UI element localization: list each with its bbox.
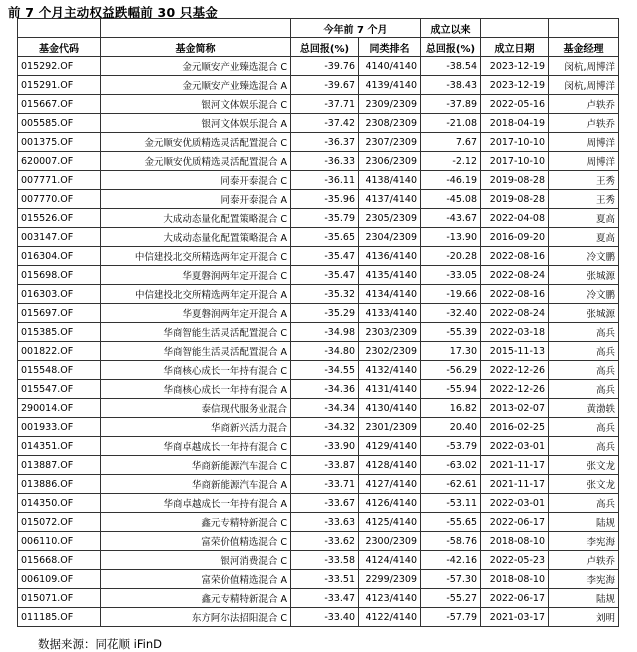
rank-cell: 4140/4140 — [359, 57, 421, 76]
rank-cell: 2306/2309 — [359, 152, 421, 171]
header-name: 基金简称 — [101, 38, 291, 57]
fund-code-cell: 016303.OF — [18, 285, 101, 304]
table-row — [18, 570, 619, 589]
fund-code-cell: 015072.OF — [18, 513, 101, 532]
manager-cell: 张城源 — [549, 304, 619, 323]
manager-cell: 冷文鹏 — [549, 247, 619, 266]
since-return-cell: -63.02 — [421, 456, 481, 475]
header-group-since: 成立以来 — [421, 19, 481, 38]
inception-date-cell: 2013-02-07 — [481, 399, 549, 418]
table-row — [18, 95, 619, 114]
since-return-cell: -46.19 — [421, 171, 481, 190]
manager-cell: 卢轶乔 — [549, 114, 619, 133]
fund-code-cell: 013887.OF — [18, 456, 101, 475]
rank-cell: 4122/4140 — [359, 608, 421, 627]
table-row — [18, 228, 619, 247]
ytd-return-cell: -34.80 — [291, 342, 359, 361]
since-return-cell: -57.79 — [421, 608, 481, 627]
inception-date-cell: 2022-05-16 — [481, 95, 549, 114]
manager-cell: 周博洋 — [549, 133, 619, 152]
rank-cell: 2303/2309 — [359, 323, 421, 342]
rank-cell: 4128/4140 — [359, 456, 421, 475]
fund-name-cell: 华商核心成长一年持有混合 A — [101, 380, 291, 399]
fund-name-cell: 金元顺安优质精选灵活配置混合 A — [101, 152, 291, 171]
manager-cell: 张文龙 — [549, 456, 619, 475]
fund-name-cell: 金元顺安优质精选灵活配置混合 C — [101, 133, 291, 152]
ytd-return-cell: -33.47 — [291, 589, 359, 608]
inception-date-cell: 2022-06-17 — [481, 513, 549, 532]
ytd-return-cell: -33.67 — [291, 494, 359, 513]
manager-cell: 李宪海 — [549, 532, 619, 551]
table-row — [18, 266, 619, 285]
header-inception: 成立日期 — [481, 38, 549, 57]
header-empty-code — [18, 19, 101, 38]
inception-date-cell: 2022-06-17 — [481, 589, 549, 608]
table-row — [18, 361, 619, 380]
table-row — [18, 589, 619, 608]
inception-date-cell: 2022-12-26 — [481, 361, 549, 380]
table-row — [18, 57, 619, 76]
fund-name-cell: 华商卓越成长一年持有混合 C — [101, 437, 291, 456]
since-return-cell: 17.30 — [421, 342, 481, 361]
fund-code-cell: 015698.OF — [18, 266, 101, 285]
since-return-cell: -32.40 — [421, 304, 481, 323]
fund-name-cell: 大成动态量化配置策略混合 C — [101, 209, 291, 228]
since-return-cell: -20.28 — [421, 247, 481, 266]
fund-name-cell: 华商新能源汽车混合 C — [101, 456, 291, 475]
rank-cell: 4130/4140 — [359, 399, 421, 418]
since-return-cell: -56.29 — [421, 361, 481, 380]
table-row — [18, 399, 619, 418]
ytd-return-cell: -35.47 — [291, 266, 359, 285]
manager-cell: 高兵 — [549, 361, 619, 380]
table-row — [18, 190, 619, 209]
manager-cell: 王秀 — [549, 171, 619, 190]
table-row — [18, 437, 619, 456]
rank-cell: 4129/4140 — [359, 437, 421, 456]
header-empty-name — [101, 19, 291, 38]
ytd-return-cell: -37.42 — [291, 114, 359, 133]
inception-date-cell: 2021-03-17 — [481, 608, 549, 627]
fund-code-cell: 001375.OF — [18, 133, 101, 152]
rank-cell: 2300/2309 — [359, 532, 421, 551]
manager-cell: 夏高 — [549, 209, 619, 228]
since-return-cell: -42.16 — [421, 551, 481, 570]
table-row — [18, 323, 619, 342]
table-row — [18, 380, 619, 399]
ytd-return-cell: -34.32 — [291, 418, 359, 437]
ytd-return-cell: -39.67 — [291, 76, 359, 95]
since-return-cell: 7.67 — [421, 133, 481, 152]
fund-name-cell: 中信建投北交所精选两年定开混合 A — [101, 285, 291, 304]
fund-code-cell: 003147.OF — [18, 228, 101, 247]
since-return-cell: -57.30 — [421, 570, 481, 589]
ytd-return-cell: -36.33 — [291, 152, 359, 171]
header-ytd-return: 总回报(%) — [291, 38, 359, 57]
fund-name-cell: 东方阿尔法招阳混合 C — [101, 608, 291, 627]
ytd-return-cell: -37.71 — [291, 95, 359, 114]
fund-name-cell: 华商智能生活灵活配置混合 A — [101, 342, 291, 361]
since-return-cell: -37.89 — [421, 95, 481, 114]
manager-cell: 高兵 — [549, 437, 619, 456]
ytd-return-cell: -33.62 — [291, 532, 359, 551]
rank-cell: 4123/4140 — [359, 589, 421, 608]
ytd-return-cell: -33.87 — [291, 456, 359, 475]
rank-cell: 4131/4140 — [359, 380, 421, 399]
header-empty-date — [481, 19, 549, 38]
manager-cell: 李宪海 — [549, 570, 619, 589]
inception-date-cell: 2018-08-10 — [481, 570, 549, 589]
ytd-return-cell: -34.34 — [291, 399, 359, 418]
since-return-cell: -13.90 — [421, 228, 481, 247]
manager-cell: 高兵 — [549, 418, 619, 437]
header-row — [18, 38, 619, 57]
manager-cell: 周博洋 — [549, 152, 619, 171]
rank-cell: 2308/2309 — [359, 114, 421, 133]
rank-cell: 4137/4140 — [359, 190, 421, 209]
table-row — [18, 475, 619, 494]
fund-code-cell: 014351.OF — [18, 437, 101, 456]
inception-date-cell: 2016-09-20 — [481, 228, 549, 247]
fund-name-cell: 富荣价值精选混合 A — [101, 570, 291, 589]
since-return-cell: -45.08 — [421, 190, 481, 209]
manager-cell: 王秀 — [549, 190, 619, 209]
fund-code-cell: 290014.OF — [18, 399, 101, 418]
manager-cell: 闵杭,周博洋 — [549, 57, 619, 76]
rank-cell: 4132/4140 — [359, 361, 421, 380]
fund-code-cell: 015547.OF — [18, 380, 101, 399]
inception-date-cell: 2019-08-28 — [481, 190, 549, 209]
fund-name-cell: 华商核心成长一年持有混合 C — [101, 361, 291, 380]
ytd-return-cell: -36.11 — [291, 171, 359, 190]
since-return-cell: -55.27 — [421, 589, 481, 608]
manager-cell: 高兵 — [549, 380, 619, 399]
fund-name-cell: 同泰开泰混合 A — [101, 190, 291, 209]
fund-name-cell: 华商卓越成长一年持有混合 A — [101, 494, 291, 513]
inception-date-cell: 2022-04-08 — [481, 209, 549, 228]
inception-date-cell: 2016-02-25 — [481, 418, 549, 437]
table-row — [18, 304, 619, 323]
header-group-row — [18, 19, 619, 38]
fund-name-cell: 中信建投北交所精选两年定开混合 C — [101, 247, 291, 266]
manager-cell: 高兵 — [549, 323, 619, 342]
rank-cell: 4124/4140 — [359, 551, 421, 570]
fund-name-cell: 金元顺安产业臻选混合 A — [101, 76, 291, 95]
inception-date-cell: 2022-08-24 — [481, 266, 549, 285]
since-return-cell: 16.82 — [421, 399, 481, 418]
since-return-cell: -2.12 — [421, 152, 481, 171]
inception-date-cell: 2022-05-23 — [481, 551, 549, 570]
since-return-cell: -53.79 — [421, 437, 481, 456]
rank-cell: 4139/4140 — [359, 76, 421, 95]
fund-code-cell: 015292.OF — [18, 57, 101, 76]
rank-cell: 4125/4140 — [359, 513, 421, 532]
fund-name-cell: 银河文体娱乐混合 A — [101, 114, 291, 133]
fund-code-cell: 007770.OF — [18, 190, 101, 209]
since-return-cell: -38.43 — [421, 76, 481, 95]
inception-date-cell: 2018-04-19 — [481, 114, 549, 133]
since-return-cell: -33.05 — [421, 266, 481, 285]
inception-date-cell: 2015-11-13 — [481, 342, 549, 361]
fund-code-cell: 015071.OF — [18, 589, 101, 608]
table-row — [18, 551, 619, 570]
ytd-return-cell: -35.79 — [291, 209, 359, 228]
table-row — [18, 608, 619, 627]
table-row — [18, 418, 619, 437]
fund-name-cell: 华商智能生活灵活配置混合 C — [101, 323, 291, 342]
inception-date-cell: 2022-03-01 — [481, 494, 549, 513]
rank-cell: 4134/4140 — [359, 285, 421, 304]
rank-cell: 4127/4140 — [359, 475, 421, 494]
table-row — [18, 171, 619, 190]
inception-date-cell: 2022-08-24 — [481, 304, 549, 323]
inception-date-cell: 2021-11-17 — [481, 475, 549, 494]
fund-name-cell: 鑫元专精特新混合 C — [101, 513, 291, 532]
ytd-return-cell: -35.29 — [291, 304, 359, 323]
fund-name-cell: 华商新兴活力混合 — [101, 418, 291, 437]
since-return-cell: -55.39 — [421, 323, 481, 342]
fund-code-cell: 015548.OF — [18, 361, 101, 380]
ytd-return-cell: -33.40 — [291, 608, 359, 627]
fund-code-cell: 005585.OF — [18, 114, 101, 133]
manager-cell: 卢轶乔 — [549, 95, 619, 114]
inception-date-cell: 2022-03-01 — [481, 437, 549, 456]
inception-date-cell: 2021-11-17 — [481, 456, 549, 475]
manager-cell: 张文龙 — [549, 475, 619, 494]
manager-cell: 刘明 — [549, 608, 619, 627]
inception-date-cell: 2023-12-19 — [481, 57, 549, 76]
manager-cell: 张城源 — [549, 266, 619, 285]
since-return-cell: -43.67 — [421, 209, 481, 228]
fund-code-cell: 015291.OF — [18, 76, 101, 95]
fund-code-cell: 015667.OF — [18, 95, 101, 114]
fund-code-cell: 001933.OF — [18, 418, 101, 437]
ytd-return-cell: -35.65 — [291, 228, 359, 247]
table-row — [18, 513, 619, 532]
ytd-return-cell: -36.37 — [291, 133, 359, 152]
table-row — [18, 532, 619, 551]
since-return-cell: -38.54 — [421, 57, 481, 76]
table-row — [18, 114, 619, 133]
fund-name-cell: 银河消费混合 C — [101, 551, 291, 570]
fund-name-cell: 华夏磐润两年定开混合 A — [101, 304, 291, 323]
table-row — [18, 456, 619, 475]
rank-cell: 4135/4140 — [359, 266, 421, 285]
rank-cell: 2302/2309 — [359, 342, 421, 361]
ytd-return-cell: -34.55 — [291, 361, 359, 380]
fund-name-cell: 金元顺安产业臻选混合 C — [101, 57, 291, 76]
fund-name-cell: 银河文体娱乐混合 C — [101, 95, 291, 114]
inception-date-cell: 2017-10-10 — [481, 133, 549, 152]
rank-cell: 4126/4140 — [359, 494, 421, 513]
fund-code-cell: 016304.OF — [18, 247, 101, 266]
ytd-return-cell: -35.32 — [291, 285, 359, 304]
since-return-cell: -55.94 — [421, 380, 481, 399]
rank-cell: 4136/4140 — [359, 247, 421, 266]
header-rank: 同类排名 — [359, 38, 421, 57]
inception-date-cell: 2022-12-26 — [481, 380, 549, 399]
header-empty-manager — [549, 19, 619, 38]
manager-cell: 卢轶乔 — [549, 551, 619, 570]
manager-cell: 陆规 — [549, 513, 619, 532]
inception-date-cell: 2019-08-28 — [481, 171, 549, 190]
table-row — [18, 76, 619, 95]
header-manager: 基金经理 — [549, 38, 619, 57]
rank-cell: 2307/2309 — [359, 133, 421, 152]
ytd-return-cell: -33.51 — [291, 570, 359, 589]
fund-code-cell: 620007.OF — [18, 152, 101, 171]
inception-date-cell: 2017-10-10 — [481, 152, 549, 171]
table-row — [18, 342, 619, 361]
table-row — [18, 152, 619, 171]
fund-name-cell: 富荣价值精选混合 C — [101, 532, 291, 551]
fund-code-cell: 015668.OF — [18, 551, 101, 570]
table-row — [18, 285, 619, 304]
fund-name-cell: 华商新能源汽车混合 A — [101, 475, 291, 494]
data-source-note: 数据来源：同花顺 iFinD — [38, 637, 162, 651]
fund-code-cell: 015526.OF — [18, 209, 101, 228]
inception-date-cell: 2022-03-18 — [481, 323, 549, 342]
table-row — [18, 133, 619, 152]
manager-cell: 陆规 — [549, 589, 619, 608]
fund-name-cell: 鑫元专精特新混合 A — [101, 589, 291, 608]
manager-cell: 冷文鹏 — [549, 285, 619, 304]
rank-cell: 4133/4140 — [359, 304, 421, 323]
page-title: 前 7 个月主动权益跌幅前 30 只基金 — [8, 5, 219, 20]
fund-name-cell: 华夏磐润两年定开混合 C — [101, 266, 291, 285]
rank-cell: 4138/4140 — [359, 171, 421, 190]
header-since-return: 总回报(%) — [421, 38, 481, 57]
fund-name-cell: 泰信现代服务业混合 — [101, 399, 291, 418]
fund-code-cell: 007771.OF — [18, 171, 101, 190]
fund-code-cell: 006109.OF — [18, 570, 101, 589]
table-row — [18, 494, 619, 513]
inception-date-cell: 2022-08-16 — [481, 247, 549, 266]
manager-cell: 夏高 — [549, 228, 619, 247]
ytd-return-cell: -33.63 — [291, 513, 359, 532]
fund-table-body — [18, 57, 619, 627]
fund-code-cell: 013886.OF — [18, 475, 101, 494]
rank-cell: 2299/2309 — [359, 570, 421, 589]
rank-cell: 2305/2309 — [359, 209, 421, 228]
since-return-cell: -53.11 — [421, 494, 481, 513]
table-row — [18, 209, 619, 228]
rank-cell: 2304/2309 — [359, 228, 421, 247]
rank-cell: 2301/2309 — [359, 418, 421, 437]
fund-code-cell: 011185.OF — [18, 608, 101, 627]
inception-date-cell: 2022-08-16 — [481, 285, 549, 304]
ytd-return-cell: -39.76 — [291, 57, 359, 76]
fund-code-cell: 015385.OF — [18, 323, 101, 342]
fund-code-cell: 015697.OF — [18, 304, 101, 323]
inception-date-cell: 2018-08-10 — [481, 532, 549, 551]
manager-cell: 闵杭,周博洋 — [549, 76, 619, 95]
table-row — [18, 247, 619, 266]
since-return-cell: -19.66 — [421, 285, 481, 304]
ytd-return-cell: -33.58 — [291, 551, 359, 570]
fund-code-cell: 006110.OF — [18, 532, 101, 551]
inception-date-cell: 2023-12-19 — [481, 76, 549, 95]
ytd-return-cell: -35.96 — [291, 190, 359, 209]
manager-cell: 黄渤轶 — [549, 399, 619, 418]
fund-table — [17, 18, 619, 627]
ytd-return-cell: -33.71 — [291, 475, 359, 494]
fund-code-cell: 001822.OF — [18, 342, 101, 361]
since-return-cell: -21.08 — [421, 114, 481, 133]
header-group-ytd: 今年前 7 个月 — [291, 19, 421, 38]
ytd-return-cell: -34.98 — [291, 323, 359, 342]
since-return-cell: -55.65 — [421, 513, 481, 532]
fund-name-cell: 同泰开泰混合 C — [101, 171, 291, 190]
manager-cell: 高兵 — [549, 494, 619, 513]
rank-cell: 2309/2309 — [359, 95, 421, 114]
fund-code-cell: 014350.OF — [18, 494, 101, 513]
header-code: 基金代码 — [18, 38, 101, 57]
since-return-cell: -62.61 — [421, 475, 481, 494]
manager-cell: 高兵 — [549, 342, 619, 361]
ytd-return-cell: -33.90 — [291, 437, 359, 456]
ytd-return-cell: -35.47 — [291, 247, 359, 266]
ytd-return-cell: -34.36 — [291, 380, 359, 399]
fund-name-cell: 大成动态量化配置策略混合 A — [101, 228, 291, 247]
since-return-cell: -58.76 — [421, 532, 481, 551]
since-return-cell: 20.40 — [421, 418, 481, 437]
